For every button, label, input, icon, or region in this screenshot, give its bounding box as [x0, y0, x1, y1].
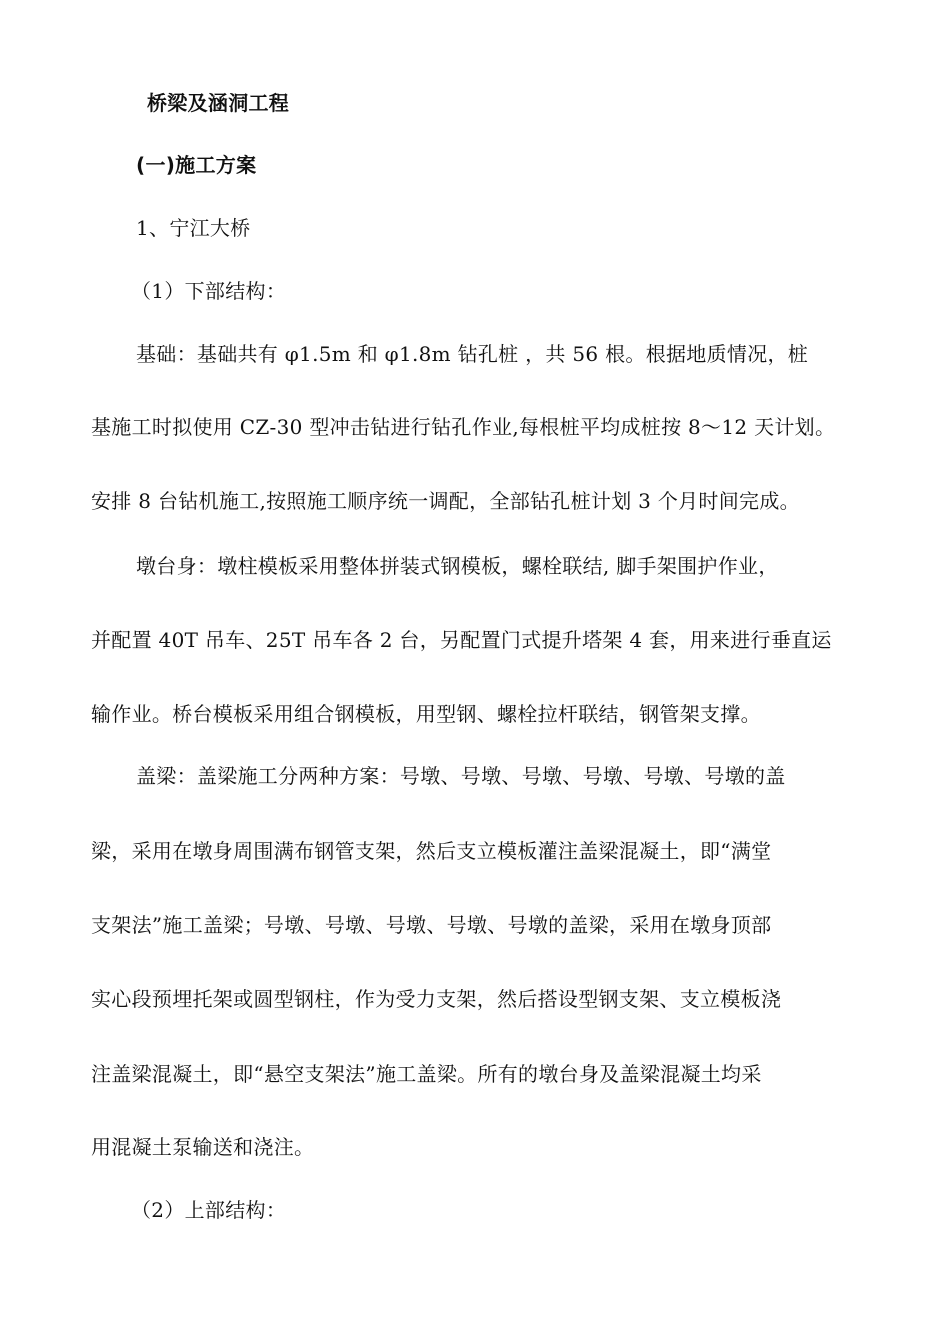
paragraph-capbeam-line: 注盖梁混凝土，即“悬空支架法”施工盖梁。所有的墩台身及盖梁混凝土均采 [91, 1062, 762, 1086]
paragraph-foundation-line: 安排 8 台钻机施工,按照施工顺序统一调配，全部钻孔桩计划 3 个月时间完成。 [91, 489, 800, 513]
section-heading: (一)施工方案 [136, 153, 257, 177]
paragraph-foundation-line: 基础：基础共有 φ1.5m 和 φ1.8m 钻孔桩 ，共 56 根。根据地质情况，桩 [136, 342, 809, 366]
paragraph-capbeam-line: 用混凝土泵输送和浇注。 [91, 1135, 315, 1159]
paragraph-capbeam-line: 支架法”施工盖梁；号墩、号墩、号墩、号墩、号墩的盖梁，采用在墩身顶部 [91, 913, 772, 937]
paragraph-capbeam-line: 梁，采用在墩身周围满布钢管支架，然后支立模板灌注盖梁混凝土，即“满堂 [91, 839, 772, 863]
sub-heading-upper-structure: （2）上部结构： [131, 1198, 287, 1222]
paragraph-capbeam-line: 实心段预埋托架或圆型钢柱，作为受力支架，然后搭设型钢支架、支立模板浇 [91, 987, 782, 1011]
paragraph-pier-line: 墩台身：墩柱模板采用整体拼装式钢模板，螺栓联结, 脚手架围护作业， [136, 554, 779, 578]
paragraph-pier-line: 输作业。桥台模板采用组合钢模板，用型钢、螺栓拉杆联结，钢管架支撑。 [91, 702, 761, 726]
item-heading: 1、宁江大桥 [136, 216, 251, 240]
paragraph-foundation-line: 基施工时拟使用 CZ-30 型冲击钻进行钻孔作业,每根桩平均成桩按 8～12 天计划。 [91, 415, 836, 439]
paragraph-capbeam-line: 盖梁：盖梁施工分两种方案：号墩、号墩、号墩、号墩、号墩、号墩的盖 [136, 764, 786, 788]
sub-heading-lower-structure: （1）下部结构： [131, 279, 287, 303]
document-title: 桥梁及涵洞工程 [147, 91, 290, 115]
paragraph-pier-line: 并配置 40T 吊车、25T 吊车各 2 台，另配置门式提升塔架 4 套，用来进行垂直运 [91, 628, 832, 652]
